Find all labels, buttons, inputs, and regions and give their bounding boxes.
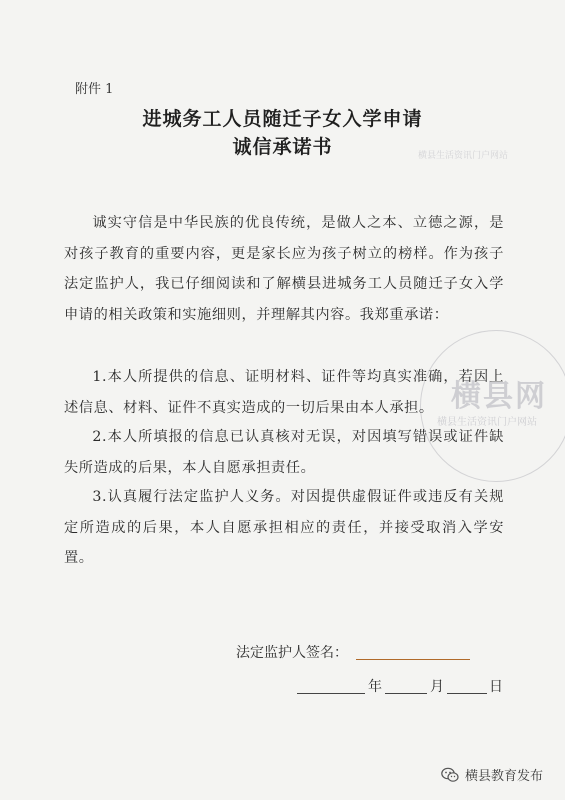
year-line bbox=[297, 693, 365, 694]
wechat-icon bbox=[441, 767, 459, 783]
watermark-subtitle: 横县生活资讯门户网站 bbox=[437, 417, 537, 428]
wechat-account-badge[interactable] bbox=[441, 765, 543, 784]
signature-label: 法定监护人签名： bbox=[236, 645, 348, 661]
document-subtitle: 诚信承诺书 bbox=[232, 136, 333, 158]
month-label: 月 bbox=[430, 679, 444, 695]
year-label: 年 bbox=[368, 679, 382, 695]
account-name: 横县教育发布 bbox=[464, 769, 543, 784]
promise-item-1: 1.本人所提供的信息、证明材料、证件等均真实准确，若因上述信息、材料、证件不真实造成的一切后果由本人承担。 bbox=[64, 369, 504, 416]
attachment-label: 附件 1 bbox=[75, 82, 114, 97]
month-line bbox=[385, 693, 427, 694]
promise-item-2: 2.本人所填报的信息已认真核对无误，对因填写错误或证件缺失所造成的后果，本人自愿承担责任。 bbox=[64, 429, 504, 476]
day-label: 日 bbox=[489, 679, 503, 695]
document-title: 进城务工人员随迁子女入学申请 bbox=[142, 108, 423, 130]
intro-paragraph: 诚实守信是中华民族的优良传统，是做人之本、立德之源，是对孩子教育的重要内容，更是家长应为孩子树立的榜样。作为孩子法定监护人，我已仔细阅读和了解横县进城务工人员随迁子女入学申请的相关政策和实施细则，并理解其内容。我郑重承诺： bbox=[64, 215, 504, 323]
signature-line bbox=[356, 659, 470, 660]
promise-item-3: 3.认真履行法定监护人义务。对因提供虚假证件或违反有关规定所造成的后果，本人自愿承担相应的责任，并接受取消入学安置。 bbox=[64, 489, 504, 566]
day-line bbox=[447, 693, 487, 694]
watermark-text-top: 横县生活资讯门户网站 bbox=[418, 151, 509, 161]
watermark-title: 横县网 bbox=[451, 379, 547, 414]
